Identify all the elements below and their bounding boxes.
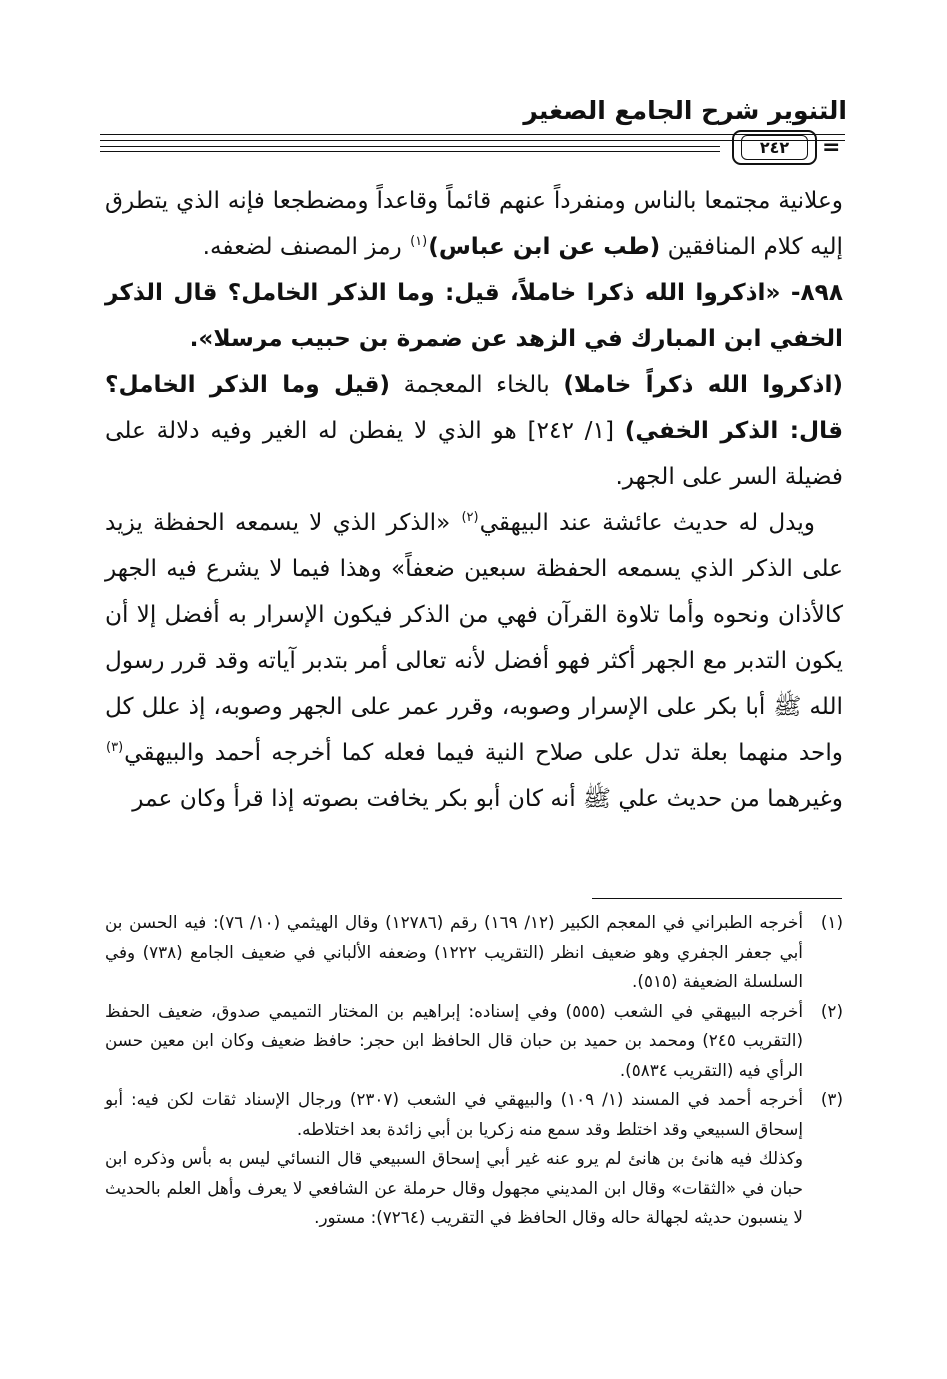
paragraph: [105, 178, 843, 270]
page-number: ٢٤٢: [741, 135, 808, 160]
text-run: وغيرهما من حديث علي ﷺ أنه كان أبو بكر يخافت بصوته إذا قرأ وكان عمر: [132, 785, 843, 812]
footnote: [105, 908, 843, 997]
text-run: «الذكر الذي لا يسمعه الحفظة يزيد على الذكر الذي يسمعه الحفظة سبعين ضعفاً» وهذا فيما لا يشرع فيه الجهر كالأذان ونحوه وأما تلاوة القرآن فهي من الذكر فيكون الإسرار به أفضل إلا أن يكون التدبر مع الجهر أكثر فهو أفضل لأنه تعالى أمر بتدبر آياته وقد قرر رسول الله ﷺ أبا بكر على الإسرار وصوبه، وقرر عمر على الجهر وصوبه، إذ علل كل واحد منهما بعلة تدل على صلاح النية فيما فعله كما أخرجه أحمد والبيهقي: [105, 509, 843, 766]
quoted-phrase: (قيل وما الذكر الخامل؟ قال: الذكر الخفي): [105, 371, 844, 444]
text-run: بالخاء المعجمة: [403, 371, 550, 398]
hadith-number: ٨٩٨-: [790, 279, 843, 306]
footnote-text: أخرجه الطبراني في المعجم الكبير (١٢/ ١٦٩) رقم (١٢٧٨٦) وقال الهيثمي (١٠/ ٧٦): فيه الحسن بن أبي جعفر الجفري وهو ضعيف انظر (التقريب ١٢٢٢) وضعفه الألباني في ضعيف الجامع (٧٣٨) وفي السلسلة الضعيفة (٥١٥).: [105, 912, 803, 991]
footnote-separator: [592, 898, 842, 899]
footnote-marker: (١): [410, 234, 428, 250]
footnote-text: أخرجه أحمد في المسند (١/ ١٠٩) والبيهقي في الشعب (٢٣٠٧) ورجال الإسناد ثقات لكن فيه: أبو إسحاق السبيعي وقد اختلط وقد سمع منه زكريا بن أبي زائدة بعد اختلاطه.: [105, 1089, 803, 1139]
text-run: رمز المصنف لضعفه.: [202, 233, 402, 260]
footnote-number: (٣): [820, 1089, 843, 1109]
text-run: وعلانية مجتمعا بالناس ومنفرداً عنهم قائماً وقاعداً ومضطجعا فإنه الذي يتطرق إليه كلام المنافقين: [105, 187, 843, 260]
footnote-text: وكذلك فيه هانئ بن هانئ لم يرو عنه غير أبي إسحاق السبيعي قال النسائي ليس به بأس وذكره ابن حبان في «الثقات» وقال ابن المديني مجهول وقال حرملة عن الشافعي لا يعرف وأهل العلم بالحديث لا ينسبون حديثه لجهالة حاله وقال الحافظ في التقريب (٧٢٦٤): مستور.: [105, 1148, 803, 1227]
text-run: هو الذي لا يفطن له الغير وفيه دلالة على فضيلة السر على الجهر.: [105, 417, 843, 490]
hadith-entry: [105, 270, 843, 362]
footnote-text: أخرجه البيهقي في الشعب (٥٥٥) وفي إسناده: إبراهيم بن المختار التميمي صدوق، ضعيف الحفظ (التقريب ٢٤٥) ومحمد بن حميد بن حبان قال الحافظ ابن حجر: حافظ ضعيف وكان ابن معين حسن الرأي فيه (التقريب ٥٨٣٤).: [105, 1000, 803, 1080]
page-number-frame: [732, 130, 817, 165]
running-header-title: التنوير شرح الجامع الصغير: [523, 96, 847, 125]
commentary-paragraph: [105, 362, 843, 500]
footnotes: [105, 908, 843, 1233]
text-run: ويدل له حديث عائشة عند البيهقي: [479, 509, 816, 536]
main-text: [105, 178, 843, 822]
footnote: [105, 997, 843, 1086]
footnote: [105, 1085, 843, 1233]
commentary-paragraph: [105, 500, 843, 822]
footnote-marker: (٢): [461, 510, 479, 526]
volume-page-reference: [١/ ٢٤٢]: [527, 417, 614, 444]
page-number-ornament: =: [822, 135, 841, 160]
header-rule: [100, 146, 720, 147]
quoted-phrase: (اذكروا الله ذكراً خاملا): [563, 371, 843, 398]
footnote-marker: (٣): [106, 740, 124, 756]
hadith-text: «اذكروا الله ذكرا خاملاً، قيل: وما الذكر الخامل؟ قال الذكر الخفي ابن المبارك في الزهد عن ضمرة بن حبيب مرسلا».: [105, 279, 843, 352]
header-rule: [100, 151, 720, 152]
footnote-number: (١): [820, 912, 843, 932]
source-reference: (طب عن ابن عباس): [428, 233, 661, 260]
footnote-number: (٢): [820, 1000, 843, 1021]
